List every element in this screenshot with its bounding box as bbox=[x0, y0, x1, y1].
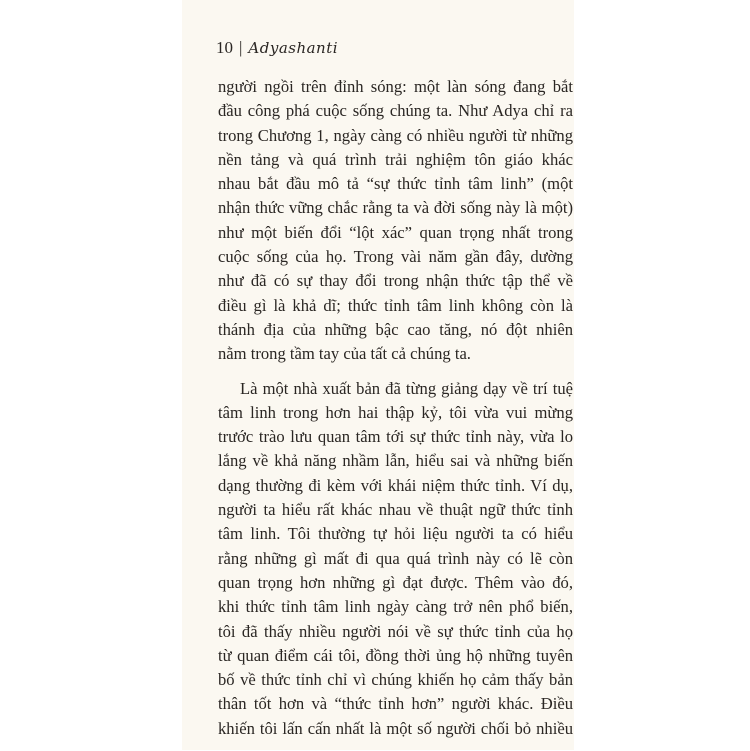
text-line: như đã có sự thay đổi trong nhận thức tập thể về bbox=[218, 271, 573, 291]
author-name: Adyashanti bbox=[248, 39, 339, 57]
text-line: đầu công phá cuộc sống chúng ta. Như Adya chỉ ra bbox=[218, 101, 573, 121]
text-line: tâm linh. Tôi thường tự hỏi liệu người ta có hiểu bbox=[218, 524, 573, 544]
text-line: người ta hiểu rất khác nhau về thuật ngữ thức tỉnh bbox=[218, 500, 573, 520]
header-separator: | bbox=[239, 38, 243, 57]
text-line: điều gì là khả dĩ; thức tỉnh tâm linh không còn là bbox=[218, 295, 573, 315]
text-line: rằng những gì mất đi qua quá trình này có lẽ còn bbox=[218, 548, 573, 568]
text-line: như một biến đổi “lột xác” quan trọng nhất trong bbox=[218, 222, 573, 242]
text-line: nằm trong tầm tay của tất cả chúng ta. bbox=[218, 344, 471, 364]
text-line: từ quan điểm cái tôi, đồng thời ủng hộ những tuyên bbox=[218, 645, 573, 665]
running-header bbox=[216, 38, 338, 58]
text-line: quan trọng hơn những gì đạt được. Thêm vào đó, bbox=[218, 572, 573, 592]
text-line: nền tảng và quá trình trải nghiệm tôn giáo khác bbox=[218, 149, 573, 169]
page-number: 10 bbox=[216, 38, 233, 57]
text-line: nhau bắt đầu mô tả “sự thức tỉnh tâm linh” (một bbox=[218, 174, 573, 194]
text-line: bố về thức tỉnh chỉ vì chúng khiến họ cảm thấy bản bbox=[218, 670, 573, 690]
paragraph bbox=[218, 377, 573, 741]
text-line: dạng thường đi kèm với khái niệm thức tỉnh. Ví dụ, bbox=[218, 475, 573, 495]
text-line: thánh địa của những bậc cao tăng, nó đột nhiên bbox=[218, 319, 573, 339]
text-line: tôi đã thấy nhiều người nói về sự thức tỉnh của họ bbox=[218, 621, 573, 641]
paragraph bbox=[218, 75, 573, 367]
text-line: nhận thức vững chắc rằng ta và đời sống này là một) bbox=[218, 198, 573, 218]
body-text bbox=[218, 75, 573, 751]
text-line: cuộc sống của họ. Trong vài năm gần đây, dường bbox=[218, 247, 573, 267]
text-line: lắng về khả năng nhầm lẫn, hiểu sai và những biến bbox=[218, 451, 573, 471]
text-line: trước trào lưu quan tâm tới sự thức tỉnh này, vừa lo bbox=[218, 427, 573, 447]
text-line: tâm linh trong hơn hai thập kỷ, tôi vừa vui mừng bbox=[218, 402, 573, 422]
text-line: khi thức tỉnh tâm linh ngày càng trở nên phổ biến, bbox=[218, 597, 573, 617]
text-line: thân tốt hơn và “thức tỉnh hơn” người khác. Điều bbox=[218, 694, 573, 714]
text-line: người ngồi trên đỉnh sóng: một làn sóng đang bắt bbox=[218, 77, 573, 96]
text-line: Là một nhà xuất bản đã từng giảng dạy về trí tuệ bbox=[240, 378, 573, 398]
book-page bbox=[182, 0, 574, 750]
text-line: trong Chương 1, ngày càng có nhiều người từ những bbox=[218, 125, 573, 145]
text-line: khiến tôi lấn cấn nhất là một số người chối bỏ nhiều bbox=[218, 718, 573, 738]
